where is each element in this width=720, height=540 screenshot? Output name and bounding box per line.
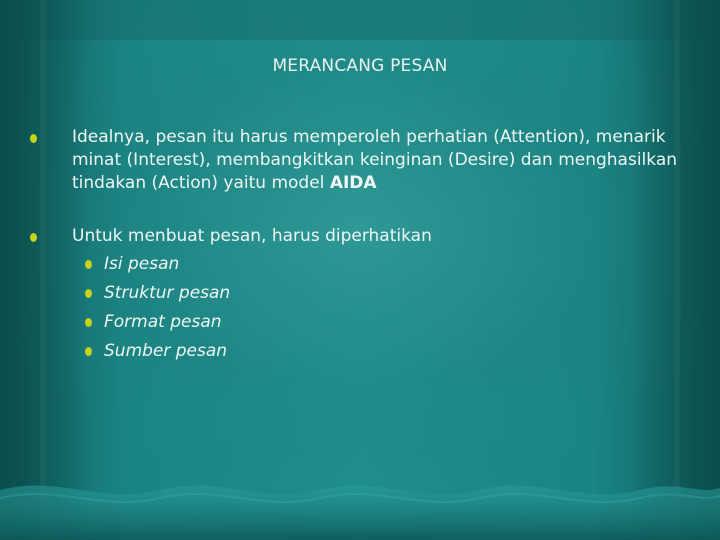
bullet-item-aida [30, 126, 690, 195]
bullet-list [30, 126, 690, 366]
bullet-icon [30, 134, 37, 143]
sub-bullet-list [72, 250, 690, 366]
sub-bullet-text: Format pesan [104, 312, 222, 332]
sub-bullet-icon [85, 347, 92, 356]
bullet-emphasis: AIDA [329, 173, 377, 193]
sub-bullet-text: Isi pesan [104, 254, 180, 274]
sub-bullet-item [72, 308, 690, 337]
sub-bullet-item [72, 279, 690, 308]
sub-bullet-text: Sumber pesan [104, 341, 228, 361]
bullet-text: Untuk menbuat pesan, harus diperhatikan [72, 226, 432, 246]
slide-title: MERANCANG PESAN [272, 56, 448, 76]
bullet-item-message [30, 225, 690, 366]
sub-bullet-item [72, 250, 690, 279]
sub-bullet-icon [85, 318, 92, 327]
bullet-icon [30, 233, 37, 242]
sub-bullet-item [72, 337, 690, 366]
sub-bullet-text: Struktur pesan [104, 283, 231, 303]
sub-bullet-icon [85, 289, 92, 298]
bullet-text: Idealnya, pesan itu harus memperoleh perhatian (Attention), menarik minat (Interest), membangkitkan keinginan (Desire) dan menghasilkan tindakan (Action) yaitu model [72, 127, 678, 193]
sub-bullet-icon [85, 260, 92, 269]
